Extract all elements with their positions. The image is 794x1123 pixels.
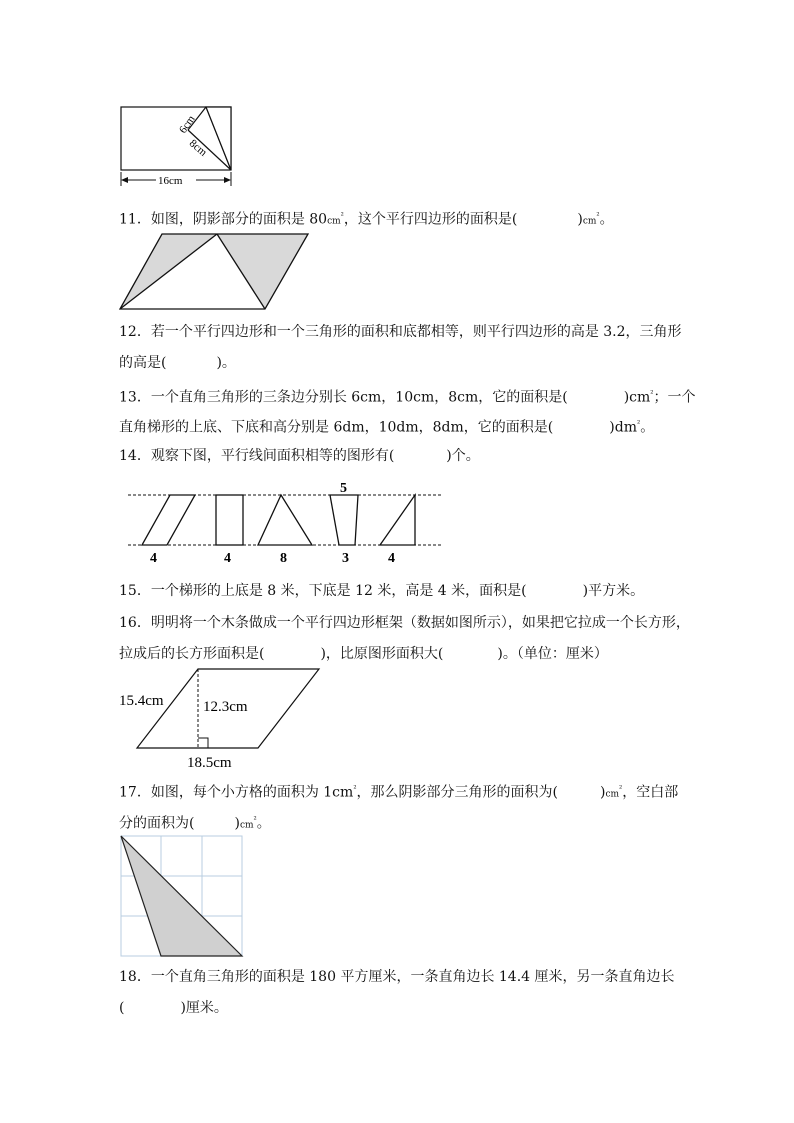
label-height: 12.3cm	[203, 699, 248, 715]
figure-q10	[118, 100, 238, 190]
question-14: 14．观察下图，平行线间面积相等的图形有( )个。	[119, 448, 480, 464]
figure-q17-grid	[119, 834, 249, 959]
question-18-line1: 18．一个直角三角形的面积是 180 平方厘米，一条直角边长 14.4 厘米，另一条直角边长	[119, 969, 675, 985]
figure-q16-parallelogram	[118, 665, 338, 770]
label-base-1: 4	[150, 551, 157, 566]
question-11: 11．如图，阴影部分的面积是 $80cm^{^2}$，这个平行四边形的面积是( )$cm^{^2}$。	[119, 211, 614, 228]
label-6cm: 6cm	[176, 113, 198, 136]
question-17-line1: 17．如图，每个小方格的面积为 $1cm^{^2}$，那么阴影部分三角形的面积为( )$cm^{^2}$，空白部	[119, 784, 679, 801]
label-base: 18.5cm	[187, 755, 232, 771]
shape-rectangle	[216, 495, 243, 545]
right-angle-mark	[198, 738, 208, 748]
label-8cm: 8cm	[186, 137, 210, 159]
question-18-line2: ( )厘米。	[119, 1000, 228, 1016]
shape-right-triangle	[380, 495, 415, 545]
label-base-3: 8	[280, 551, 287, 566]
question-16-line2: 拉成后的长方形面积是( )，比原图形面积大( )。（单位：厘米）	[119, 646, 608, 662]
question-12-line2: 的高是( )。	[119, 355, 236, 371]
shape-parallelogram	[142, 495, 195, 545]
folded-triangle	[206, 107, 231, 170]
label-side: 15.4cm	[119, 693, 164, 709]
question-12-line1: 12．若一个平行四边形和一个三角形的面积和底都相等，则平行四边形的高是 3.2，三角形	[119, 324, 682, 340]
shape-trapezoid	[330, 495, 358, 545]
question-16-line1: 16．明明将一个木条做成一个平行四边形框架（数据如图所示），如果把它拉成一个长方形，	[119, 615, 690, 631]
question-15: 15．一个梯形的上底是 8 米，下底是 12 米，高是 4 米，面积是( )平方米。	[119, 583, 645, 599]
shaded-right	[217, 234, 308, 309]
label-base-2: 4	[224, 551, 231, 566]
figure-q14-parallel-lines	[120, 478, 450, 568]
shape-triangle	[258, 495, 312, 545]
question-13-line2: 直角梯形的上底、下底和高分别是 6dm，10dm，8dm，它的面积是( )$dm^{^2}$。	[119, 419, 655, 436]
label-16cm: 16cm	[158, 175, 183, 187]
label-top-5: 5	[340, 481, 347, 496]
shaded-triangle	[121, 836, 242, 956]
question-13-line1: 13．一个直角三角形的三条边分别长 6cm，10cm，8cm，它的面积是( )$cm^{^2}$；一个	[119, 389, 696, 406]
question-17-line2: 分的面积为( )$cm^{^2}$。	[119, 815, 271, 832]
figure-q11-parallelogram	[118, 232, 318, 312]
label-base-4: 3	[342, 551, 349, 566]
label-base-5: 4	[388, 551, 395, 566]
arrow-right-icon	[224, 177, 231, 183]
arrow-left-icon	[121, 177, 128, 183]
